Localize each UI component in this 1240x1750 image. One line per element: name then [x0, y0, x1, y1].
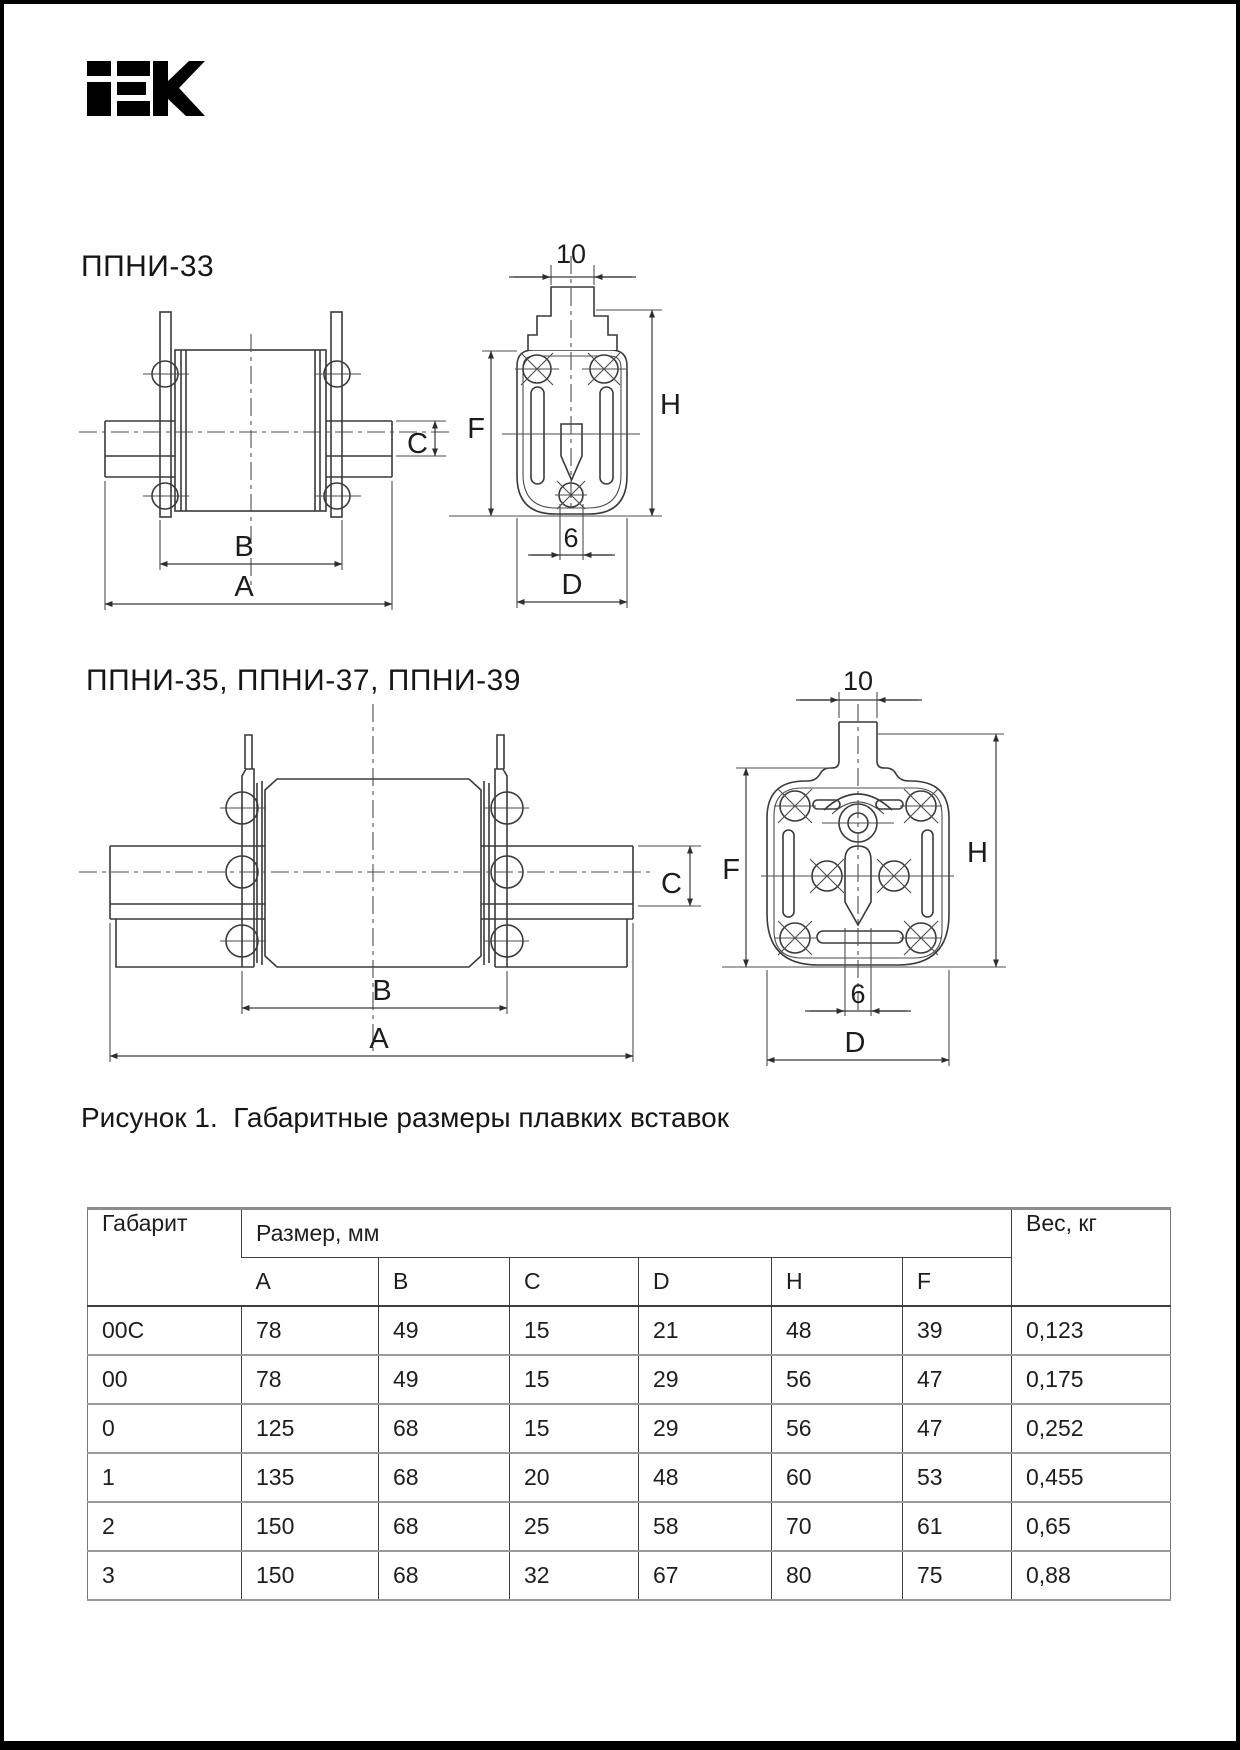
table-cell: 125 — [242, 1404, 379, 1453]
dim-a-fig1: A — [234, 571, 254, 603]
table-cell: 75 — [903, 1551, 1012, 1600]
table-cell: 0,88 — [1012, 1551, 1171, 1600]
table-cell: 0,175 — [1012, 1355, 1171, 1404]
table-cell: 68 — [379, 1551, 510, 1600]
dim-a-fig2: A — [369, 1023, 389, 1055]
row-size-code: 1 — [88, 1453, 242, 1502]
dim-c-fig2: C — [661, 868, 682, 900]
table-cell: 68 — [379, 1453, 510, 1502]
table-cell: 15 — [510, 1355, 639, 1404]
table-header-row-2 — [88, 1258, 1171, 1307]
table-body — [88, 1306, 1171, 1600]
header-size-mm: Размер, мм — [242, 1209, 1012, 1258]
dim-b-fig1: B — [234, 531, 254, 563]
table-cell: 39 — [903, 1306, 1012, 1355]
dim-6-fig1: 6 — [563, 523, 579, 553]
table-cell: 25 — [510, 1502, 639, 1551]
dim-c-fig1: C — [407, 428, 428, 460]
dim-f-fig1: F — [467, 413, 485, 445]
table-cell: 135 — [242, 1453, 379, 1502]
table-cell: 78 — [242, 1306, 379, 1355]
table-cell: 67 — [639, 1551, 772, 1600]
dim-10-fig1: 10 — [555, 239, 587, 269]
table-cell: 47 — [903, 1355, 1012, 1404]
table-row — [88, 1404, 1171, 1453]
table-cell: 29 — [639, 1404, 772, 1453]
table-cell: 56 — [772, 1355, 903, 1404]
table-header-row-1 — [88, 1209, 1171, 1258]
row-size-code: 3 — [88, 1551, 242, 1600]
table-cell: 15 — [510, 1404, 639, 1453]
header-dim-d: D — [639, 1258, 772, 1307]
header-dim-a: A — [242, 1258, 379, 1307]
header-weight-kg: Вес, кг — [1012, 1209, 1171, 1307]
table-cell: 0,123 — [1012, 1306, 1171, 1355]
table-cell: 60 — [772, 1453, 903, 1502]
figure-caption: Рисунок 1. Габаритные размеры плавких вставок — [81, 1102, 730, 1133]
header-gabarit: Габарит — [88, 1209, 242, 1307]
table-row — [88, 1453, 1171, 1502]
row-size-code: 00 — [88, 1355, 242, 1404]
table-cell: 0,455 — [1012, 1453, 1171, 1502]
header-dim-b: B — [379, 1258, 510, 1307]
fuse-35-37-39-front-view — [722, 666, 1006, 1066]
table-cell: 15 — [510, 1306, 639, 1355]
table-cell: 21 — [639, 1306, 772, 1355]
table-cell: 61 — [903, 1502, 1012, 1551]
table-row — [88, 1502, 1171, 1551]
table-cell: 29 — [639, 1355, 772, 1404]
table-cell: 48 — [772, 1306, 903, 1355]
dim-b-fig2: B — [372, 975, 392, 1007]
fuse-33-side-view — [79, 312, 452, 610]
figure2-label: ППНИ-35, ППНИ-37, ППНИ-39 — [86, 664, 521, 697]
row-size-code: 00C — [88, 1306, 242, 1355]
dim-10-fig2: 10 — [842, 666, 874, 696]
table-cell: 78 — [242, 1355, 379, 1404]
table-cell: 47 — [903, 1404, 1012, 1453]
dimension-table — [87, 1207, 1171, 1601]
table-cell: 56 — [772, 1404, 903, 1453]
table-cell: 70 — [772, 1502, 903, 1551]
header-dim-c: C — [510, 1258, 639, 1307]
table-row — [88, 1306, 1171, 1355]
table-cell: 0,65 — [1012, 1502, 1171, 1551]
figure1-label: ППНИ-33 — [81, 250, 215, 283]
table-cell: 150 — [242, 1551, 379, 1600]
table-cell: 58 — [639, 1502, 772, 1551]
fuse-35-37-39-side-view — [79, 704, 701, 1062]
table-cell: 20 — [510, 1453, 639, 1502]
table-cell: 32 — [510, 1551, 639, 1600]
dim-h-fig2: H — [967, 837, 988, 869]
row-size-code: 0 — [88, 1404, 242, 1453]
figure1-and-figure2-drawings — [4, 4, 1240, 1084]
dim-h-fig1: H — [660, 389, 681, 421]
table-cell: 49 — [379, 1355, 510, 1404]
table-row — [88, 1551, 1171, 1600]
table-cell: 68 — [379, 1404, 510, 1453]
row-size-code: 2 — [88, 1502, 242, 1551]
table-cell: 0,252 — [1012, 1404, 1171, 1453]
table-cell: 68 — [379, 1502, 510, 1551]
dim-d-fig1: D — [561, 569, 583, 601]
dim-6-fig2: 6 — [850, 979, 866, 1009]
header-dim-f: F — [903, 1258, 1012, 1307]
table-cell: 150 — [242, 1502, 379, 1551]
table-cell: 80 — [772, 1551, 903, 1600]
dim-d-fig2: D — [844, 1027, 866, 1059]
table-row — [88, 1355, 1171, 1404]
header-dim-h: H — [772, 1258, 903, 1307]
dim-f-fig2: F — [722, 854, 740, 886]
table-cell: 53 — [903, 1453, 1012, 1502]
table-cell: 48 — [639, 1453, 772, 1502]
table-cell: 49 — [379, 1306, 510, 1355]
fuse-33-front-view — [449, 239, 681, 608]
